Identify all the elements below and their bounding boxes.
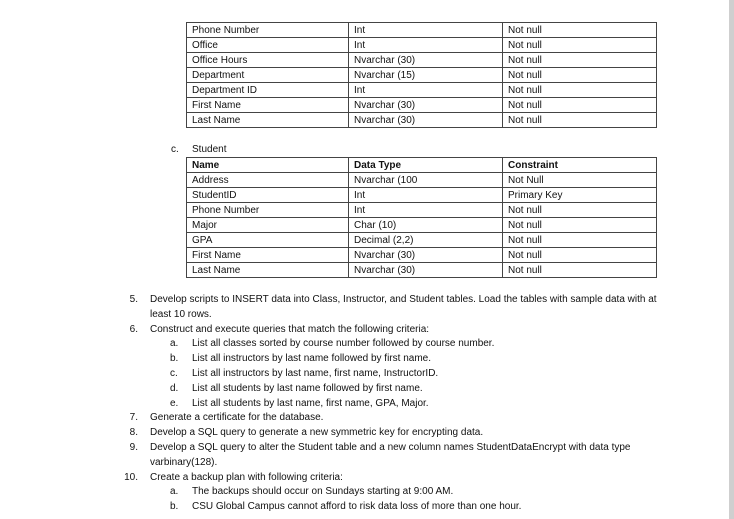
table-cell: First Name [187,248,349,263]
list-item [120,426,680,441]
table-cell: Nvarchar (30) [349,53,503,68]
sub-list-text: CSU Global Campus cannot afford to risk data loss of more than one hour. [192,501,522,513]
sub-list-letter: c. [170,367,178,379]
student-table [186,157,657,278]
table-cell: Nvarchar (30) [349,263,503,278]
column-header: Constraint [503,158,657,173]
column-header: Name [187,158,349,173]
table-cell: Int [349,38,503,53]
table-cell: Not null [503,68,657,83]
list-text: Develop a SQL query to generate a new symmetric key for encrypting data. [150,427,484,439]
list-text: Develop a SQL query to alter the Student table and a new column names StudentDataEncrypt with data type varbinary(128). [150,441,631,468]
table-row [187,263,657,278]
table-cell: Not null [503,248,657,263]
section-marker: c. [171,144,179,155]
table-cell: Not null [503,113,657,128]
table-cell: Nvarchar (30) [349,248,503,263]
sub-list-letter: d. [170,382,179,394]
table-cell: Int [349,203,503,218]
sub-list-item [120,367,680,382]
table-cell: Office Hours [187,53,349,68]
sub-list-item [120,500,680,515]
table-cell: Department ID [187,83,349,98]
table-cell: Nvarchar (30) [349,98,503,113]
sub-list-text: List all students by last name followed by first name. [192,382,423,394]
list-number: 6. [129,323,138,335]
list-text: Construct and execute queries that match the following criteria: [150,323,430,335]
table-cell: Not null [503,53,657,68]
table-row [187,188,657,203]
table-cell: Decimal (2,2) [349,233,503,248]
table-cell: Not null [503,23,657,38]
list-number: 10. [124,471,138,483]
sub-list-letter: e. [170,397,179,409]
table-row [187,53,657,68]
table-cell: Not null [503,263,657,278]
table-cell: Address [187,173,349,188]
table-cell: Last Name [187,263,349,278]
table-cell: Not Null [503,173,657,188]
list-item [120,293,680,323]
sub-list-item [120,397,680,412]
table-row [187,23,657,38]
table-row [187,218,657,233]
sub-list-item [120,485,680,500]
table-row [187,248,657,263]
sub-list-text: List all instructors by last name, first name, InstructorID. [192,367,439,379]
sub-list-text: The backups should occur on Sundays starting at 9:00 AM. [192,486,454,498]
sub-list-letter: b. [170,501,179,513]
sub-list-letter: a. [170,338,179,350]
table-cell: Nvarchar (100 [349,173,503,188]
table-cell: Phone Number [187,23,349,38]
table-cell: GPA [187,233,349,248]
list-item [120,471,680,486]
list-number: 9. [129,441,138,453]
table-cell: StudentID [187,188,349,203]
list-text: Develop scripts to INSERT data into Class, Instructor, and Student tables. Load the tables with sample data with at least 10 rows. [150,294,657,320]
list-number: 5. [129,294,138,305]
table-cell: Last Name [187,113,349,128]
table-cell: Department [187,68,349,83]
table-cell: Primary Key [503,188,657,203]
table-cell: Not null [503,83,657,98]
table-cell: Int [349,83,503,98]
table-cell: Office [187,38,349,53]
sub-list-text: List all classes sorted by course number followed by course number. [192,338,495,350]
sub-list-text: List all instructors by last name followed by first name. [192,353,431,365]
table-cell: Major [187,218,349,233]
table-row [187,113,657,128]
table-row [187,38,657,53]
list-number: 7. [129,412,138,424]
sub-list-letter: b. [170,353,179,365]
list-number: 8. [129,427,138,439]
sub-list-item [120,352,680,367]
window-edge-scrollbar[interactable] [729,0,734,519]
column-header: Data Type [349,158,503,173]
sub-list-item [120,382,680,397]
list-text: Create a backup plan with following criteria: [150,471,343,483]
list-item [120,411,680,426]
table-row [187,83,657,98]
table-row [187,68,657,83]
instructor-table [186,22,657,128]
table-cell: Not null [503,203,657,218]
section-title: Student [192,144,227,155]
sub-list-letter: a. [170,486,179,498]
table-cell: Not null [503,38,657,53]
table-cell: Not null [503,233,657,248]
sub-list-item [120,337,680,352]
table-cell: Not null [503,218,657,233]
table-cell: Not null [503,98,657,113]
table-row [187,233,657,248]
table-cell: Nvarchar (15) [349,68,503,83]
requirements-list [120,293,680,515]
table-cell: Int [349,188,503,203]
list-text: Generate a certificate for the database. [150,412,324,424]
sub-list-text: List all students by last name, first name, GPA, Major. [192,397,429,409]
table-header-row [187,158,657,173]
table-cell: Int [349,23,503,38]
table-cell: Char (10) [349,218,503,233]
table-cell: Nvarchar (30) [349,113,503,128]
table-cell: First Name [187,98,349,113]
table-row [187,98,657,113]
table-row [187,203,657,218]
table-row [187,173,657,188]
list-item [120,323,680,338]
table-cell: Phone Number [187,203,349,218]
list-item [120,441,680,471]
